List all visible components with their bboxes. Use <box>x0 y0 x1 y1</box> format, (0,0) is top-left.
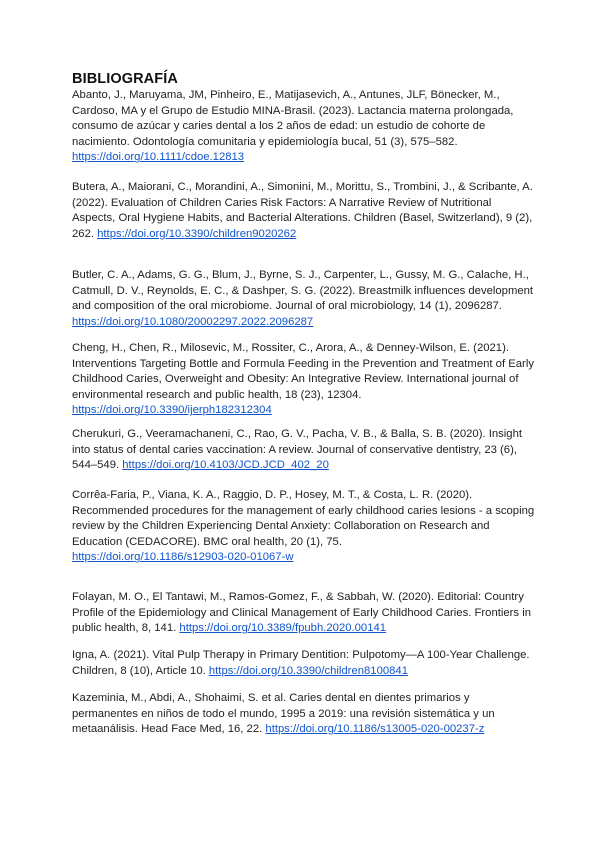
reference-entry <box>72 427 538 474</box>
reference-text-line: Cheng, H., Chen, R., Milosevic, M., Rossiter, C., Arora, A., & Denney-Wilson, E. (2021). <box>72 342 509 354</box>
reference-tail-text: 544–549. <box>72 459 123 472</box>
reference-text-line: Igna, A. (2021). Vital Pulp Therapy in Primary Dentition: Pulpotomy—A 100-Year Challenge. <box>72 649 530 661</box>
doi-link[interactable]: https://doi.org/10.3390/children8100841 <box>208 664 408 677</box>
reference-text-line: nacimiento. Odontología comunitaria y epidemiología bucal, 51 (3), 575–582. <box>72 135 458 148</box>
reference-tail-text: Children, 8 (10), Article 10. <box>72 664 209 677</box>
reference-text-line: Cardoso, MA y el Grupo de Estudio MINA-Brasil. (2023). Lactancia materna prolongada, <box>72 104 514 117</box>
doi-link[interactable]: https://doi.org/10.1186/s12903-020-01067-w <box>72 551 294 564</box>
reference-text-line: consumo de azúcar y caries dental a los 2 años de edad: un estudio de cohorte de <box>72 120 486 133</box>
reference-tail-text: 262. <box>72 227 98 240</box>
doi-link[interactable]: https://doi.org/10.1186/s13005-020-00237-z <box>265 723 485 736</box>
reference-text-line: Recommended procedures for the management of early childhood caries lesions - a scoping <box>72 504 535 517</box>
reference-text-line: Cherukuri, G., Veeramachaneni, C., Rao, G. V., Pacha, V. B., & Balla, S. B. (2020). Insight <box>72 428 523 440</box>
reference-final-line <box>72 227 538 243</box>
reference-text-line: permanentes en niños de todo el mundo, 1995 a 2019: una revisión sistemática y un <box>72 707 495 720</box>
reference-entry <box>72 88 538 166</box>
reference-text-line: (2022). Evaluation of Children Caries Risk Factors: A Narrative Review of Nutritional <box>72 196 492 209</box>
doi-link[interactable]: https://doi.org/10.1080/20002297.2022.2096287 <box>72 315 314 328</box>
reference-text-line: Interventions Targeting Bottle and Formula Feeding in the Prevention and Treatment of Early <box>72 357 534 370</box>
doi-link[interactable]: https://doi.org/10.1111/cdoe.12813 <box>72 151 245 164</box>
reference-text-line: environmental research and public health, 18 (23), 12304. <box>72 388 362 401</box>
reference-final-line <box>72 403 538 419</box>
reference-text-line: Kazeminia, M., Abdi, A., Shohaimi, S. et al. Caries dental en dientes primarios y <box>72 692 470 704</box>
reference-final-line <box>72 458 538 474</box>
reference-text-line: Abanto, J., Maruyama, JM, Pinheiro, E., Matijasevich, A., Antunes, JLF, Bönecker, M., <box>72 89 500 101</box>
reference-entry <box>72 180 538 242</box>
page-title: BIBLIOGRAFÍA <box>72 71 178 87</box>
reference-text-line: Corrêa-Faria, P., Viana, K. A., Raggio, D. P., Hosey, M. T., & Costa, L. R. (2020). <box>72 489 473 501</box>
reference-entry <box>72 590 538 637</box>
reference-text-line: Butera, A., Maiorani, C., Morandini, A., Simonini, M., Morittu, S., Trombini, J., & Scribante, A. <box>72 181 533 193</box>
reference-final-line <box>72 664 538 680</box>
reference-entry <box>72 488 538 566</box>
reference-final-line <box>72 722 538 738</box>
reference-text-line: review by the Children Experiencing Dental Anxiety: Collaboration on Research and <box>72 520 490 533</box>
reference-text-line: Education (CEDACORE). BMC oral health, 20 (1), 75. <box>72 535 342 548</box>
reference-text-line: and composition of the oral microbiome. Journal of oral microbiology, 14 (1), 2096287. <box>72 300 502 313</box>
reference-text-line: Catmull, D. V., Reynolds, E. C., & Dashper, S. G. (2022). Breastmilk influences development <box>72 284 534 297</box>
doi-link[interactable]: https://doi.org/10.3390/children9020262 <box>97 227 297 240</box>
reference-entry <box>72 691 538 738</box>
reference-text-line: into status of dental caries vaccination: A review. Journal of conservative dentistry, 23 (6), <box>72 443 517 456</box>
reference-text-line: Childhood Caries, Overweight and Obesity: An Integrative Review. International journal of <box>72 373 519 386</box>
reference-text-line: Aspects, Oral Hygiene Habits, and Bacterial Alterations. Children (Basel, Switzerland), 9 (2), <box>72 212 533 225</box>
reference-final-line <box>72 621 538 637</box>
reference-text-line: Butler, C. A., Adams, G. G., Blum, J., Byrne, S. J., Carpenter, L., Gussy, M. G., Calache, H., <box>72 269 529 281</box>
doi-link[interactable]: https://doi.org/10.4103/JCD.JCD_402_20 <box>122 459 329 472</box>
reference-tail-text: public health, 8, 141. <box>72 622 180 635</box>
reference-tail-text: metaanálisis. Head Face Med, 16, 22. <box>72 723 266 736</box>
reference-entry <box>72 341 538 419</box>
reference-final-line <box>72 550 538 566</box>
doi-link[interactable]: https://doi.org/10.3389/fpubh.2020.00141 <box>179 622 387 635</box>
reference-entry <box>72 648 538 679</box>
reference-final-line <box>72 150 538 166</box>
reference-text-line: Profile of the Epidemiology and Clinical Management of Early Childhood Caries. Frontiers in <box>72 606 532 619</box>
reference-entry <box>72 268 538 330</box>
doi-link[interactable]: https://doi.org/10.3390/ijerph182312304 <box>72 404 272 417</box>
reference-text-line: Folayan, M. O., El Tantawi, M., Ramos-Gomez, F., & Sabbah, W. (2020). Editorial: Country <box>72 591 524 603</box>
reference-final-line <box>72 315 538 331</box>
